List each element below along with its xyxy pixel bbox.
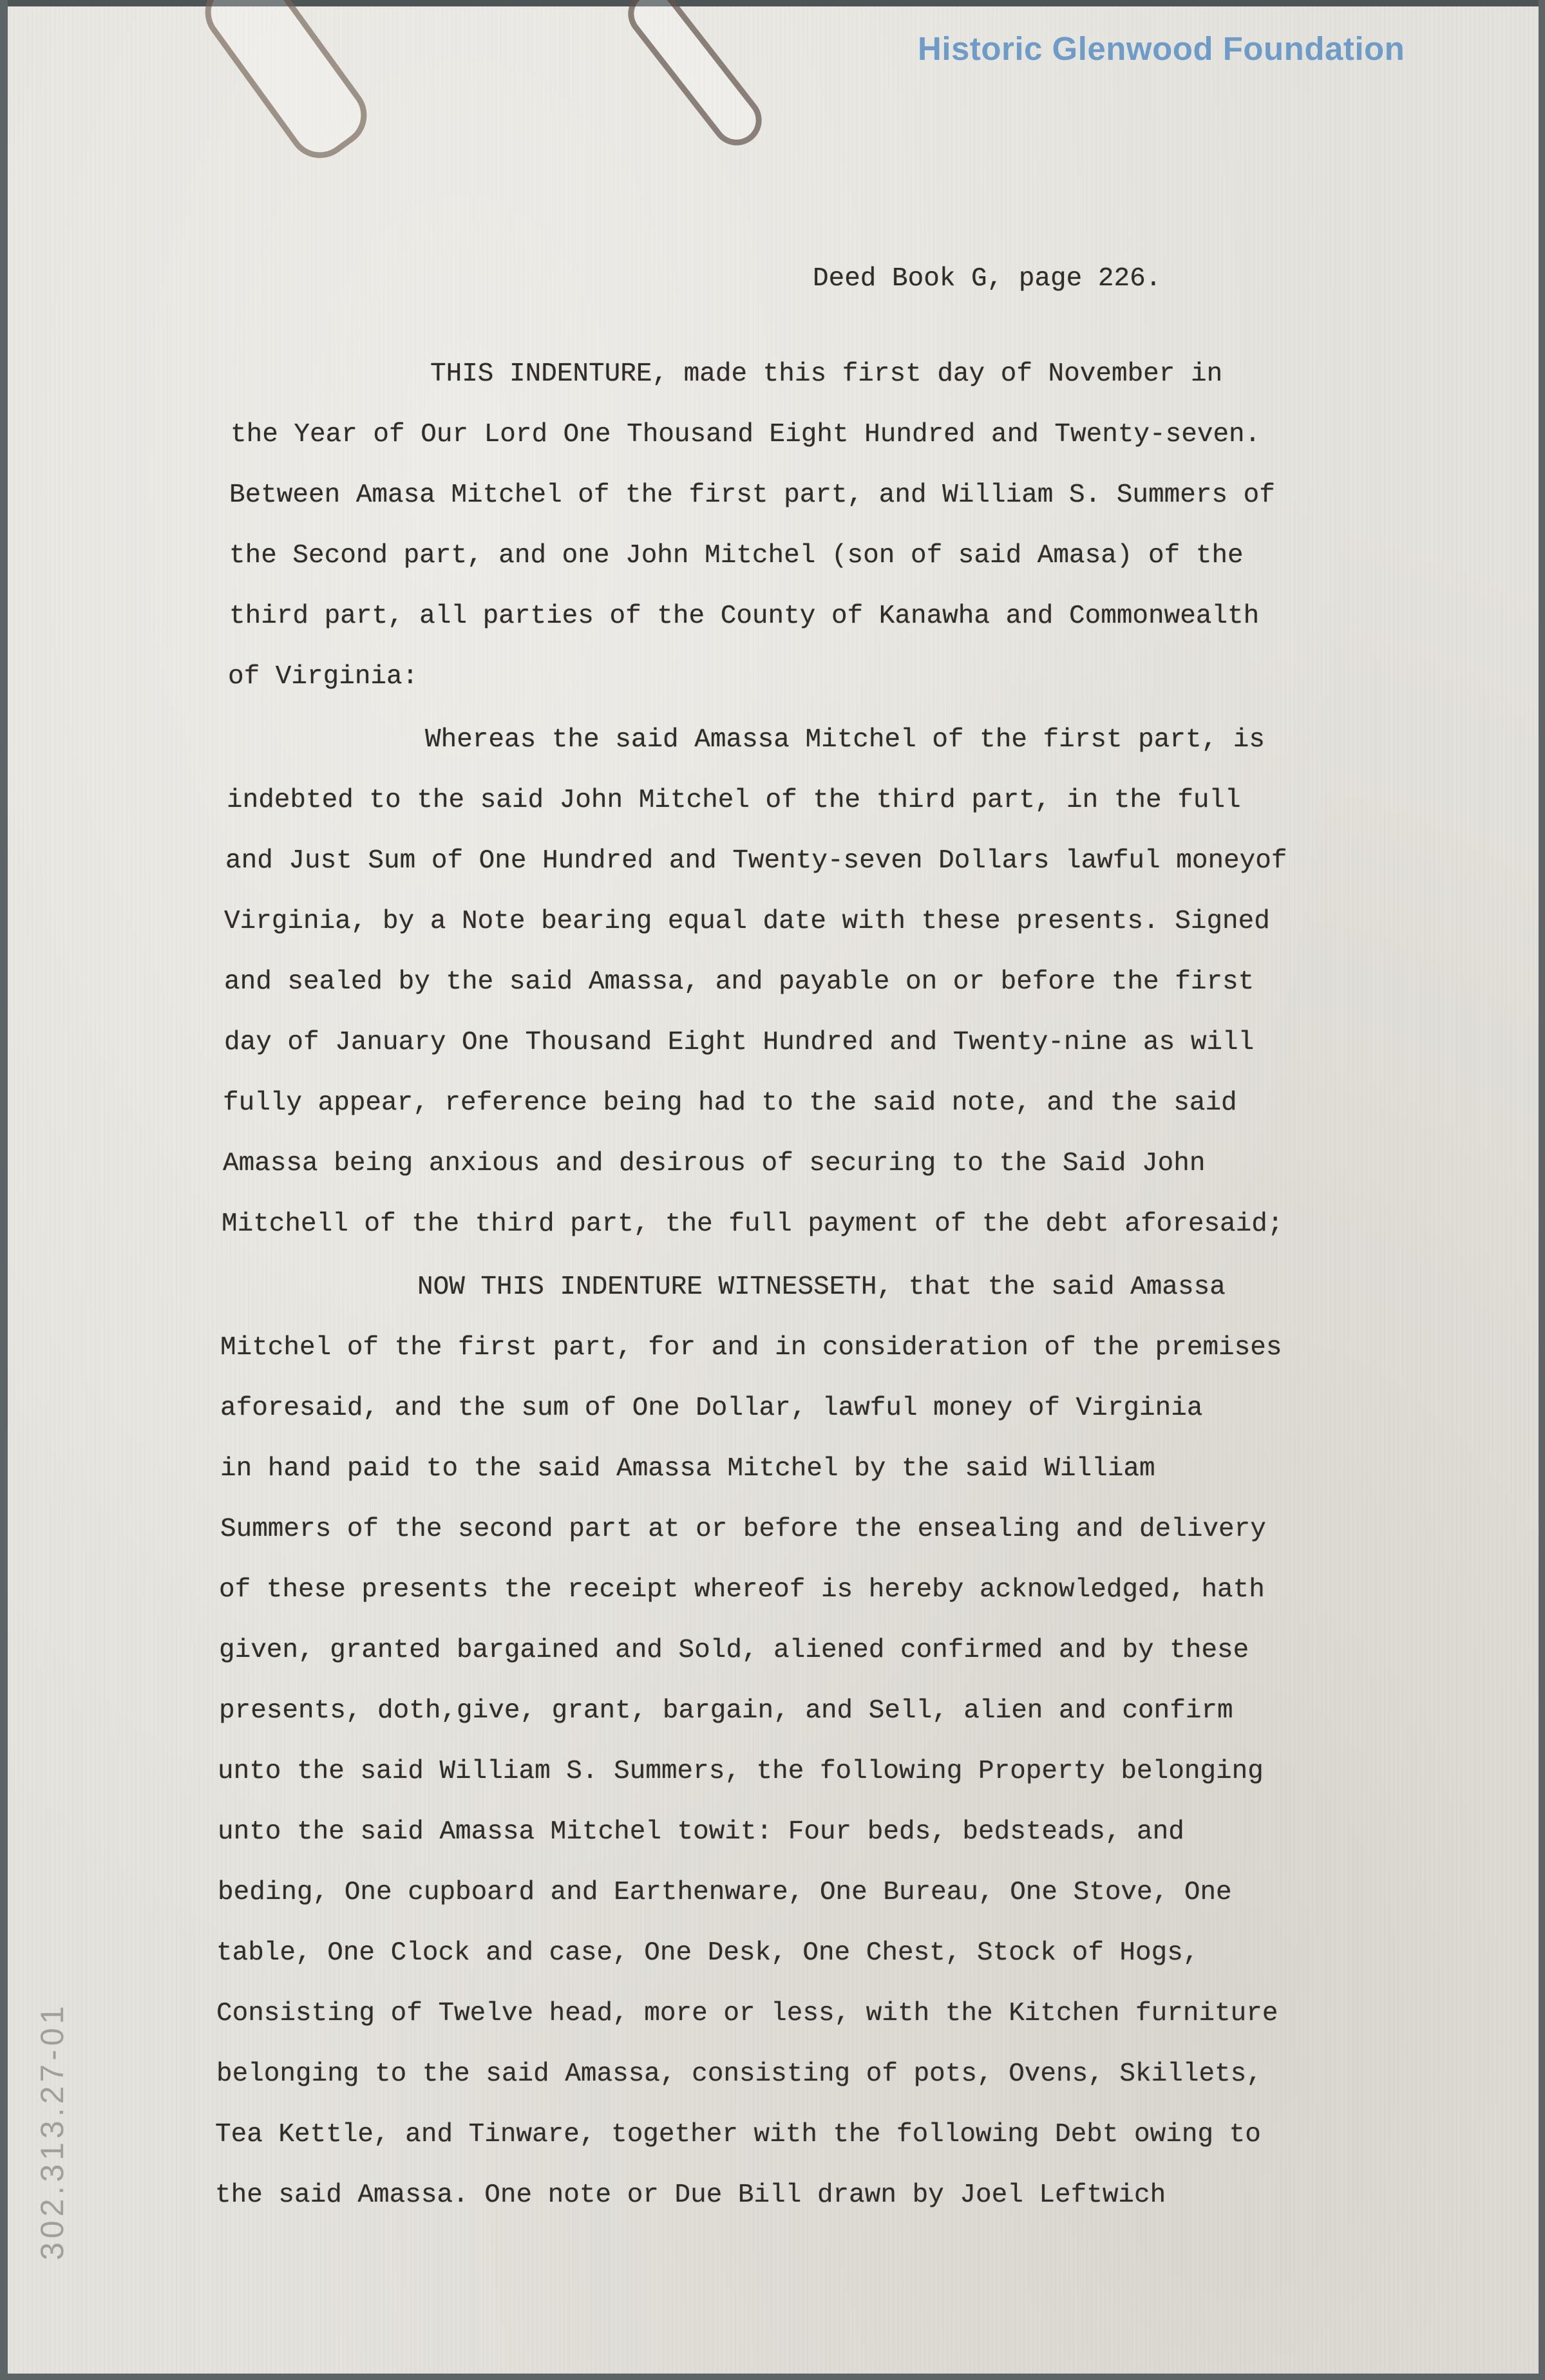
text-line: presents, doth,give, grant, bargain, and Sell, alien and confirm <box>219 1696 1233 1726</box>
text-line: Summers of the second part at or before the ensealing and delivery <box>220 1515 1266 1544</box>
text-line: the Second part, and one John Mitchel (son of said Amasa) of the <box>229 541 1244 571</box>
text-line: third part, all parties of the County of Kanawha and Commonwealth <box>229 601 1260 631</box>
text-line: unto the said William S. Summers, the following Property belonging <box>218 1757 1264 1786</box>
text-line: and Just Sum of One Hundred and Twenty-seven Dollars lawful moneyof <box>225 846 1287 876</box>
scan-border-bottom <box>0 2374 1545 2380</box>
archival-number: 302.313.27-01 <box>34 2002 70 2260</box>
text-line: of these presents the receipt whereof is hereby acknowledged, hath <box>219 1575 1265 1605</box>
text-line: unto the said Amassa Mitchel towit: Four beds, bedsteads, and <box>218 1817 1184 1847</box>
text-line: in hand paid to the said Amassa Mitchel by the said William <box>220 1454 1155 1484</box>
text-line: and sealed by the said Amassa, and payable on or before the first <box>224 967 1255 997</box>
text-line: table, One Clock and case, One Desk, One Chest, Stock of Hogs, <box>216 1938 1199 1968</box>
text-line: given, granted bargained and Sold, aliened confirmed and by these <box>219 1636 1249 1665</box>
deed-heading: Deed Book G, page 226. <box>813 264 1162 294</box>
scan-border-right <box>1539 0 1545 2380</box>
text-line: NOW THIS INDENTURE WITNESSETH, that the said Amassa <box>417 1272 1226 1302</box>
text-line: Consisting of Twelve head, more or less, with the Kitchen furniture <box>216 1999 1278 2028</box>
text-line: day of January One Thousand Eight Hundred and Twenty-nine as will <box>224 1028 1255 1057</box>
text-line: Mitchell of the third part, the full payment of the debt aforesaid; <box>222 1209 1284 1239</box>
scan-border-left <box>0 0 8 2380</box>
text-line: belonging to the said Amassa, consisting of pots, Ovens, Skillets, <box>216 2059 1262 2089</box>
text-line: fully appear, reference being had to the said note, and the said <box>223 1088 1237 1118</box>
foundation-watermark: Historic Glenwood Foundation <box>918 30 1405 67</box>
text-line: beding, One cupboard and Earthenware, One Bureau, One Stove, One <box>218 1878 1232 1907</box>
text-line: Mitchel of the first part, for and in consideration of the premises <box>220 1333 1282 1363</box>
text-line: THIS INDENTURE, made this first day of November in <box>430 359 1223 389</box>
text-line: Tea Kettle, and Tinware, together with the following Debt owing to <box>215 2120 1261 2149</box>
text-line: aforesaid, and the sum of One Dollar, lawful money of Virginia <box>220 1393 1203 1423</box>
text-line: of Virginia: <box>228 662 419 692</box>
text-line: Between Amasa Mitchel of the first part, and William S. Summers of <box>229 480 1275 510</box>
text-line: Whereas the said Amassa Mitchel of the first part, is <box>425 725 1265 755</box>
text-line: indebted to the said John Mitchel of the third part, in the full <box>227 786 1241 815</box>
paper-clip-mark <box>618 0 772 155</box>
text-line: the Year of Our Lord One Thousand Eight Hundred and Twenty-seven. <box>231 420 1261 449</box>
text-line: the said Amassa. One note or Due Bill drawn by Joel Leftwich <box>215 2180 1166 2210</box>
text-line: Virginia, by a Note bearing equal date with these presents. Signed <box>224 907 1270 936</box>
text-line: Amassa being anxious and desirous of securing to the Said John <box>223 1149 1206 1178</box>
paper-clip-mark <box>193 0 379 171</box>
